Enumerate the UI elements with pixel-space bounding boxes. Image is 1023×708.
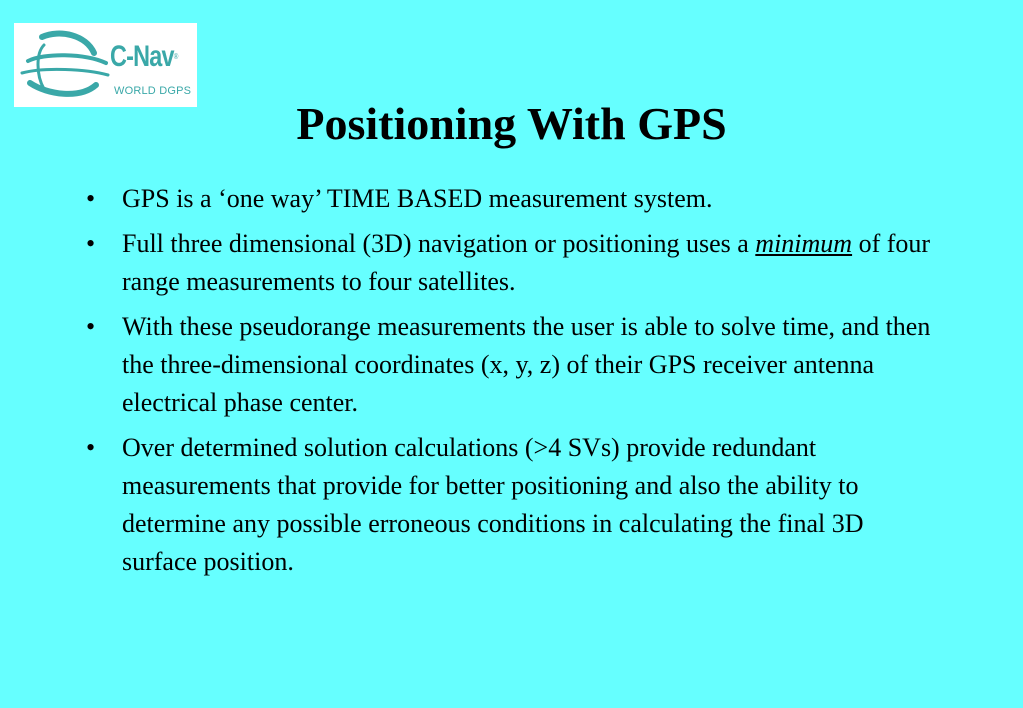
bullet-glyph: • — [86, 312, 96, 341]
bullet-text: GPS is a ‘one way’ TIME BASED measurement system. — [122, 184, 713, 213]
c-nav-logo — [14, 23, 197, 107]
bullet-emphasis: minimum — [755, 229, 853, 258]
bullet-item — [86, 308, 936, 422]
bullet-glyph: • — [86, 433, 96, 462]
bullet-item — [86, 429, 936, 581]
bullet-text-suffix: of four range measurements to four satellites. — [122, 229, 931, 296]
bullet-text-prefix: Full three dimensional (3D) navigation or positioning uses a — [122, 229, 756, 258]
bullet-item — [86, 180, 936, 218]
bullet-glyph: • — [86, 229, 96, 258]
registered-mark: ® — [173, 52, 178, 61]
bullet-glyph: • — [86, 184, 96, 213]
slide-title: Positioning With GPS — [296, 98, 727, 149]
globe-swoosh-icon — [14, 23, 114, 107]
logo-brand: C-Nav® — [110, 40, 178, 73]
bullet-list — [86, 180, 936, 588]
bullet-item — [86, 225, 936, 301]
bullet-text: With these pseudorange measurements the user is able to solve time, and then the three-dimensional coordinates (x, y, z) of their GPS receiver antenna electrical phase center. — [122, 312, 931, 417]
bullet-text: Over determined solution calculations (>4 SVs) provide redundant measurements that provide for better positioning and also the ability to determine any possible erroneous conditions in calculating the final 3D surface position. — [122, 433, 864, 576]
logo-subtitle: WORLD DGPS — [114, 85, 192, 97]
